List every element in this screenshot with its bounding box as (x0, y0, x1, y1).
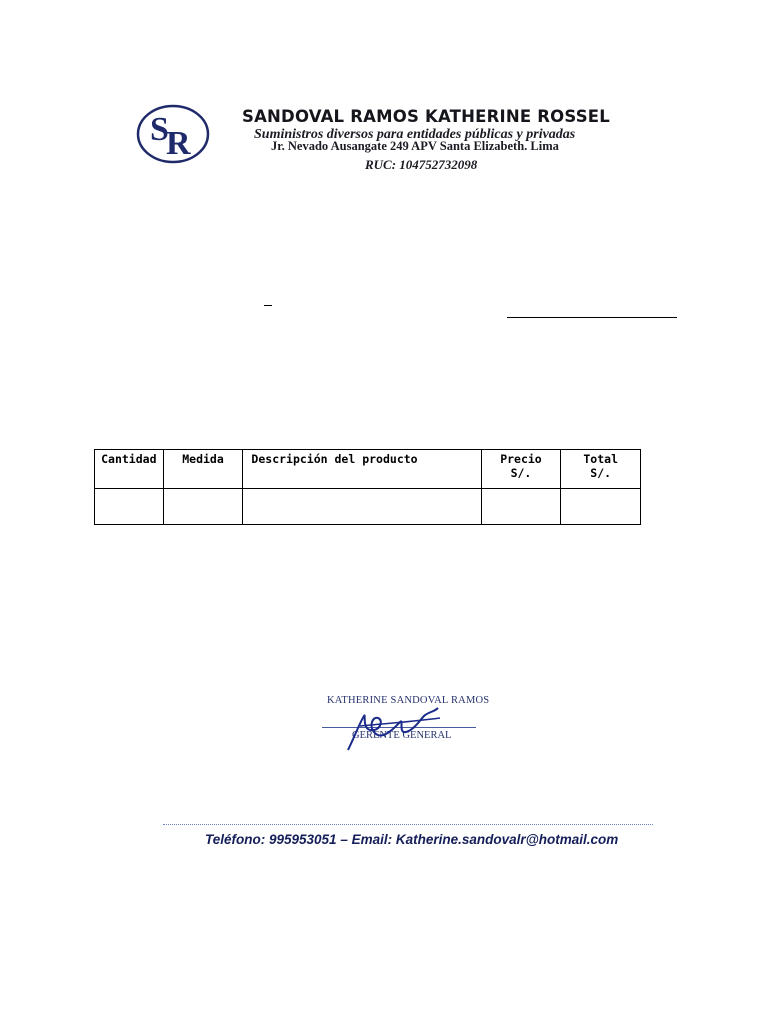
handwritten-signature (340, 698, 450, 754)
footer-divider (163, 824, 653, 825)
blank-field-line (507, 317, 677, 318)
cell-cantidad (95, 489, 164, 525)
svg-text:S: S (150, 111, 169, 148)
cell-descripcion (243, 489, 481, 525)
header-precio (481, 450, 561, 489)
company-logo (136, 104, 210, 164)
stray-mark (264, 305, 272, 306)
header-descripcion: Descripción del producto (243, 450, 481, 489)
header-cantidad: Cantidad (95, 450, 164, 489)
signatory-title: GERENTE GENERAL (352, 730, 452, 741)
cell-medida (163, 489, 243, 525)
header-total-line2: S/. (590, 466, 612, 480)
header-precio-line2: S/. (510, 466, 532, 480)
svg-text:R: R (166, 125, 191, 162)
company-tagline: Suministros diversos para entidades públicas y privadas (254, 127, 576, 142)
header-total-line1: Total (583, 452, 618, 466)
cell-total (561, 489, 641, 525)
signatory-name: KATHERINE SANDOVAL RAMOS (327, 695, 490, 706)
header-medida: Medida (163, 450, 243, 489)
footer-contact: Teléfono: 995953051 – Email: Katherine.sandovalr@hotmail.com (205, 832, 619, 847)
company-ruc: RUC: 104752732098 (365, 157, 478, 172)
company-name: SANDOVAL RAMOS KATHERINE ROSSEL (242, 107, 610, 126)
products-table (94, 449, 641, 525)
table-header-row (95, 450, 641, 489)
company-address: Jr. Nevado Ausangate 249 APV Santa Elizabeth. Lima (271, 139, 559, 153)
header-total (561, 450, 641, 489)
cell-precio (481, 489, 561, 525)
table-row (95, 489, 641, 525)
header-precio-line1: Precio (500, 452, 542, 466)
